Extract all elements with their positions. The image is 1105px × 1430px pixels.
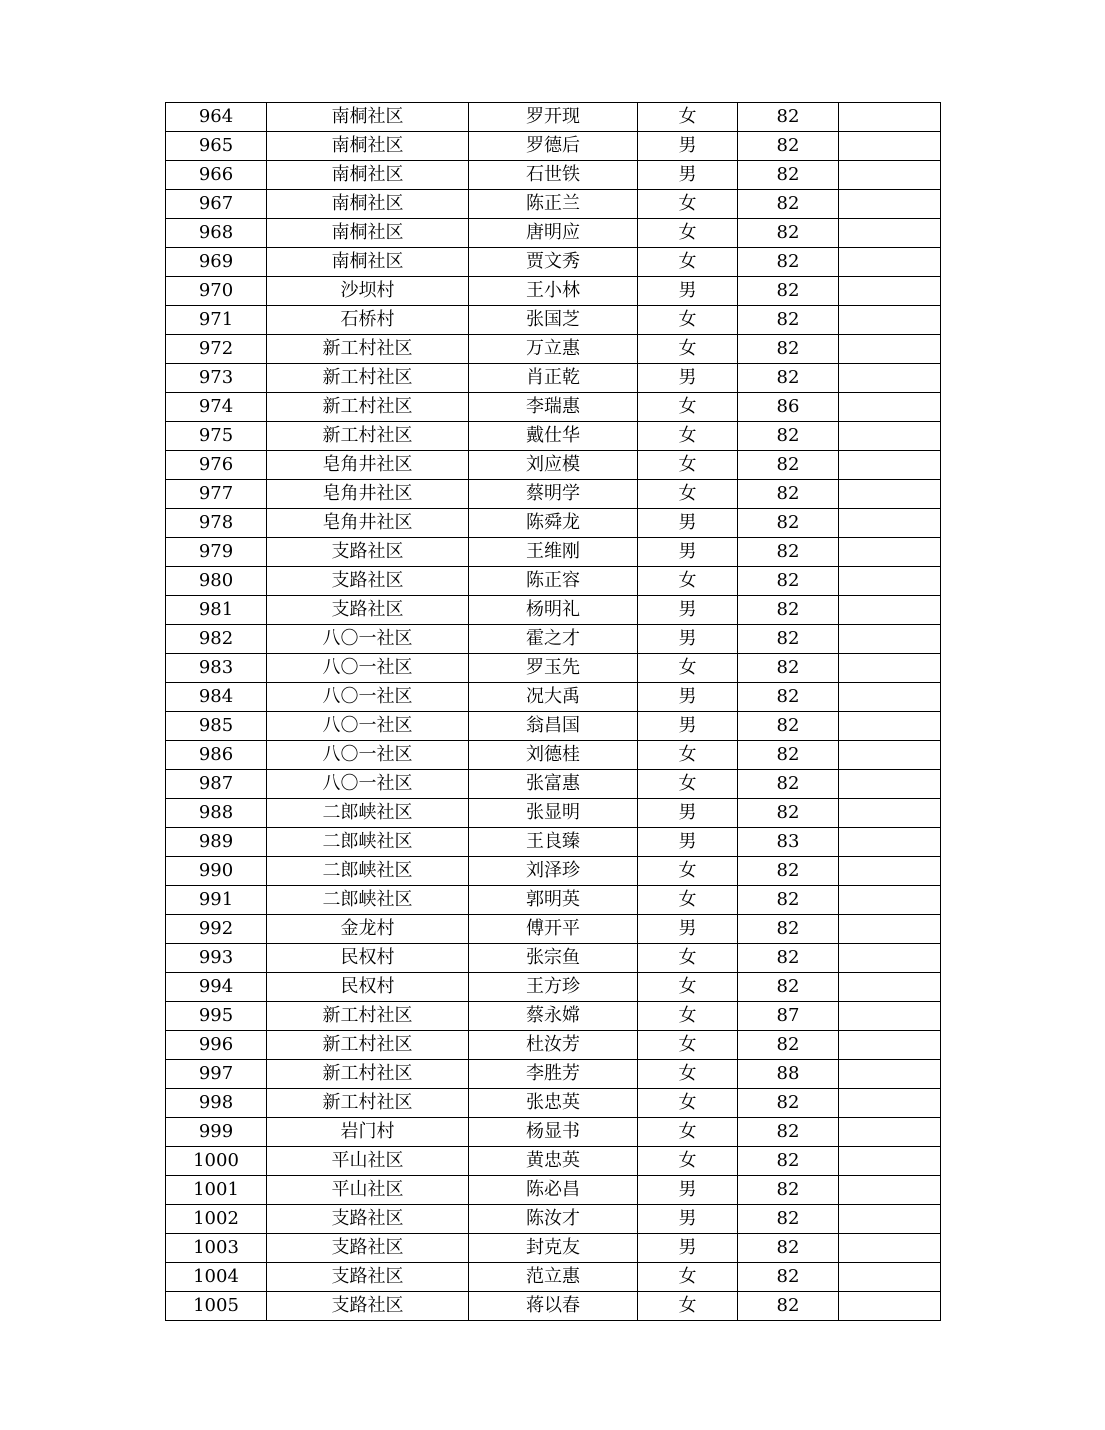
remark-cell — [839, 1031, 941, 1060]
sex-cell: 女 — [638, 219, 738, 248]
sex-cell: 女 — [638, 451, 738, 480]
remark-cell — [839, 944, 941, 973]
sex-cell: 女 — [638, 770, 738, 799]
sex-cell: 男 — [638, 509, 738, 538]
age-cell: 82 — [738, 886, 839, 915]
sex-cell: 女 — [638, 654, 738, 683]
row-number-cell: 996 — [166, 1031, 267, 1060]
age-cell: 82 — [738, 1205, 839, 1234]
community-cell: 新工村社区 — [267, 1031, 469, 1060]
remark-cell — [839, 1292, 941, 1321]
sex-cell: 男 — [638, 915, 738, 944]
table-row — [166, 1147, 941, 1176]
row-number-cell: 997 — [166, 1060, 267, 1089]
community-cell: 支路社区 — [267, 1234, 469, 1263]
age-cell: 82 — [738, 480, 839, 509]
person-name-cell: 郭明英 — [469, 886, 638, 915]
table-row — [166, 480, 941, 509]
community-cell: 民权村 — [267, 973, 469, 1002]
sex-cell: 女 — [638, 335, 738, 364]
table-row — [166, 451, 941, 480]
remark-cell — [839, 190, 941, 219]
sex-cell: 女 — [638, 741, 738, 770]
person-name-cell: 霍之才 — [469, 625, 638, 654]
sex-cell: 女 — [638, 1118, 738, 1147]
remark-cell — [839, 973, 941, 1002]
age-cell: 82 — [738, 857, 839, 886]
age-cell: 82 — [738, 509, 839, 538]
row-number-cell: 1004 — [166, 1263, 267, 1292]
table-row — [166, 103, 941, 132]
age-cell: 82 — [738, 1089, 839, 1118]
age-cell: 82 — [738, 741, 839, 770]
row-number-cell: 985 — [166, 712, 267, 741]
row-number-cell: 998 — [166, 1089, 267, 1118]
row-number-cell: 990 — [166, 857, 267, 886]
community-cell: 八〇一社区 — [267, 654, 469, 683]
community-cell: 南桐社区 — [267, 132, 469, 161]
table-row — [166, 161, 941, 190]
sex-cell: 男 — [638, 625, 738, 654]
table-row — [166, 944, 941, 973]
row-number-cell: 984 — [166, 683, 267, 712]
person-name-cell: 陈舜龙 — [469, 509, 638, 538]
remark-cell — [839, 770, 941, 799]
community-cell: 支路社区 — [267, 596, 469, 625]
sex-cell: 女 — [638, 973, 738, 1002]
community-cell: 支路社区 — [267, 538, 469, 567]
table-row — [166, 712, 941, 741]
row-number-cell: 993 — [166, 944, 267, 973]
remark-cell — [839, 1263, 941, 1292]
sex-cell: 女 — [638, 103, 738, 132]
community-cell: 八〇一社区 — [267, 770, 469, 799]
row-number-cell: 972 — [166, 335, 267, 364]
table-row — [166, 422, 941, 451]
sex-cell: 男 — [638, 132, 738, 161]
sex-cell: 女 — [638, 944, 738, 973]
table-row — [166, 1205, 941, 1234]
age-cell: 82 — [738, 1176, 839, 1205]
table-row — [166, 683, 941, 712]
community-cell: 平山社区 — [267, 1176, 469, 1205]
row-number-cell: 964 — [166, 103, 267, 132]
person-name-cell: 翁昌国 — [469, 712, 638, 741]
row-number-cell: 975 — [166, 422, 267, 451]
sex-cell: 女 — [638, 248, 738, 277]
remark-cell — [839, 1205, 941, 1234]
sex-cell: 男 — [638, 596, 738, 625]
sex-cell: 男 — [638, 161, 738, 190]
person-name-cell: 杜汝芳 — [469, 1031, 638, 1060]
sex-cell: 女 — [638, 1292, 738, 1321]
remark-cell — [839, 451, 941, 480]
sex-cell: 女 — [638, 480, 738, 509]
community-cell: 南桐社区 — [267, 248, 469, 277]
row-number-cell: 971 — [166, 306, 267, 335]
community-cell: 民权村 — [267, 944, 469, 973]
person-name-cell: 封克友 — [469, 1234, 638, 1263]
sex-cell: 男 — [638, 1234, 738, 1263]
age-cell: 82 — [738, 683, 839, 712]
row-number-cell: 967 — [166, 190, 267, 219]
person-name-cell: 黄忠英 — [469, 1147, 638, 1176]
age-cell: 82 — [738, 712, 839, 741]
table-row — [166, 1031, 941, 1060]
community-cell: 新工村社区 — [267, 1060, 469, 1089]
age-cell: 82 — [738, 973, 839, 1002]
age-cell: 82 — [738, 219, 839, 248]
table-row — [166, 393, 941, 422]
age-cell: 82 — [738, 625, 839, 654]
table-row — [166, 509, 941, 538]
age-cell: 82 — [738, 335, 839, 364]
remark-cell — [839, 625, 941, 654]
age-cell: 82 — [738, 1031, 839, 1060]
remark-cell — [839, 1118, 941, 1147]
community-cell: 南桐社区 — [267, 103, 469, 132]
age-cell: 82 — [738, 422, 839, 451]
community-cell: 平山社区 — [267, 1147, 469, 1176]
sex-cell: 女 — [638, 1147, 738, 1176]
remark-cell — [839, 1234, 941, 1263]
age-cell: 82 — [738, 190, 839, 219]
age-cell: 82 — [738, 538, 839, 567]
remark-cell — [839, 480, 941, 509]
remark-cell — [839, 393, 941, 422]
table-row — [166, 1118, 941, 1147]
remark-cell — [839, 596, 941, 625]
remark-cell — [839, 335, 941, 364]
row-number-cell: 973 — [166, 364, 267, 393]
person-name-cell: 蔡明学 — [469, 480, 638, 509]
age-cell: 82 — [738, 770, 839, 799]
sex-cell: 女 — [638, 857, 738, 886]
person-name-cell: 陈必昌 — [469, 1176, 638, 1205]
person-name-cell: 罗开现 — [469, 103, 638, 132]
community-cell: 二郎峡社区 — [267, 828, 469, 857]
community-cell: 皂角井社区 — [267, 451, 469, 480]
row-number-cell: 983 — [166, 654, 267, 683]
community-cell: 南桐社区 — [267, 161, 469, 190]
row-number-cell: 999 — [166, 1118, 267, 1147]
person-name-cell: 李瑞惠 — [469, 393, 638, 422]
sex-cell: 女 — [638, 1002, 738, 1031]
table-row — [166, 364, 941, 393]
row-number-cell: 976 — [166, 451, 267, 480]
table-row — [166, 1292, 941, 1321]
person-name-cell: 范立惠 — [469, 1263, 638, 1292]
table-row — [166, 625, 941, 654]
community-cell: 支路社区 — [267, 1205, 469, 1234]
sex-cell: 女 — [638, 1089, 738, 1118]
community-cell: 二郎峡社区 — [267, 799, 469, 828]
sex-cell: 男 — [638, 683, 738, 712]
age-cell: 82 — [738, 248, 839, 277]
sex-cell: 女 — [638, 1031, 738, 1060]
person-name-cell: 杨显书 — [469, 1118, 638, 1147]
row-number-cell: 1000 — [166, 1147, 267, 1176]
remark-cell — [839, 132, 941, 161]
table-row — [166, 1234, 941, 1263]
table-row — [166, 335, 941, 364]
community-cell: 新工村社区 — [267, 335, 469, 364]
table-row — [166, 596, 941, 625]
table-row — [166, 1060, 941, 1089]
remark-cell — [839, 1176, 941, 1205]
person-name-cell: 况大禹 — [469, 683, 638, 712]
row-number-cell: 986 — [166, 741, 267, 770]
community-cell: 皂角井社区 — [267, 509, 469, 538]
row-number-cell: 991 — [166, 886, 267, 915]
person-name-cell: 唐明应 — [469, 219, 638, 248]
remark-cell — [839, 306, 941, 335]
remark-cell — [839, 103, 941, 132]
community-cell: 南桐社区 — [267, 190, 469, 219]
row-number-cell: 1005 — [166, 1292, 267, 1321]
table-row — [166, 799, 941, 828]
age-cell: 82 — [738, 915, 839, 944]
remark-cell — [839, 654, 941, 683]
community-cell: 金龙村 — [267, 915, 469, 944]
person-name-cell: 罗德后 — [469, 132, 638, 161]
remark-cell — [839, 1147, 941, 1176]
person-name-cell: 张宗鱼 — [469, 944, 638, 973]
community-cell: 新工村社区 — [267, 1089, 469, 1118]
remark-cell — [839, 1089, 941, 1118]
sex-cell: 男 — [638, 364, 738, 393]
age-cell: 83 — [738, 828, 839, 857]
table-row — [166, 1002, 941, 1031]
remark-cell — [839, 915, 941, 944]
row-number-cell: 989 — [166, 828, 267, 857]
person-name-cell: 李胜芳 — [469, 1060, 638, 1089]
row-number-cell: 988 — [166, 799, 267, 828]
age-cell: 82 — [738, 1263, 839, 1292]
sex-cell: 女 — [638, 422, 738, 451]
table-row — [166, 915, 941, 944]
table-row — [166, 219, 941, 248]
person-name-cell: 张国芝 — [469, 306, 638, 335]
remark-cell — [839, 364, 941, 393]
sex-cell: 女 — [638, 886, 738, 915]
person-name-cell: 刘德桂 — [469, 741, 638, 770]
row-number-cell: 995 — [166, 1002, 267, 1031]
sex-cell: 女 — [638, 393, 738, 422]
community-cell: 支路社区 — [267, 567, 469, 596]
row-number-cell: 987 — [166, 770, 267, 799]
remark-cell — [839, 1002, 941, 1031]
age-cell: 82 — [738, 364, 839, 393]
row-number-cell: 981 — [166, 596, 267, 625]
person-name-cell: 罗玉先 — [469, 654, 638, 683]
person-name-cell: 蔡永嫦 — [469, 1002, 638, 1031]
community-cell: 八〇一社区 — [267, 683, 469, 712]
age-cell: 82 — [738, 451, 839, 480]
person-name-cell: 王方珍 — [469, 973, 638, 1002]
remark-cell — [839, 886, 941, 915]
sex-cell: 女 — [638, 1263, 738, 1292]
community-cell: 皂角井社区 — [267, 480, 469, 509]
row-number-cell: 965 — [166, 132, 267, 161]
table-row — [166, 886, 941, 915]
age-cell: 86 — [738, 393, 839, 422]
row-number-cell: 977 — [166, 480, 267, 509]
person-name-cell: 张富惠 — [469, 770, 638, 799]
age-cell: 82 — [738, 103, 839, 132]
table-row — [166, 1263, 941, 1292]
sex-cell: 女 — [638, 190, 738, 219]
person-name-cell: 刘应模 — [469, 451, 638, 480]
age-cell: 82 — [738, 596, 839, 625]
table-row — [166, 277, 941, 306]
person-name-cell: 杨明礼 — [469, 596, 638, 625]
roster-table-body — [166, 103, 941, 1321]
community-cell: 新工村社区 — [267, 422, 469, 451]
sex-cell: 男 — [638, 828, 738, 857]
age-cell: 82 — [738, 1292, 839, 1321]
table-row — [166, 828, 941, 857]
sex-cell: 男 — [638, 277, 738, 306]
age-cell: 82 — [738, 654, 839, 683]
community-cell: 八〇一社区 — [267, 712, 469, 741]
remark-cell — [839, 567, 941, 596]
table-row — [166, 770, 941, 799]
row-number-cell: 968 — [166, 219, 267, 248]
table-row — [166, 654, 941, 683]
remark-cell — [839, 161, 941, 190]
remark-cell — [839, 422, 941, 451]
person-name-cell: 王维刚 — [469, 538, 638, 567]
row-number-cell: 978 — [166, 509, 267, 538]
person-name-cell: 陈正容 — [469, 567, 638, 596]
community-cell: 新工村社区 — [267, 1002, 469, 1031]
table-row — [166, 248, 941, 277]
community-cell: 新工村社区 — [267, 364, 469, 393]
person-name-cell: 戴仕华 — [469, 422, 638, 451]
person-name-cell: 傅开平 — [469, 915, 638, 944]
remark-cell — [839, 248, 941, 277]
row-number-cell: 982 — [166, 625, 267, 654]
row-number-cell: 970 — [166, 277, 267, 306]
table-row — [166, 567, 941, 596]
age-cell: 82 — [738, 1118, 839, 1147]
age-cell: 82 — [738, 567, 839, 596]
person-name-cell: 张显明 — [469, 799, 638, 828]
sex-cell: 女 — [638, 306, 738, 335]
person-name-cell: 张忠英 — [469, 1089, 638, 1118]
age-cell: 88 — [738, 1060, 839, 1089]
sex-cell: 男 — [638, 1205, 738, 1234]
row-number-cell: 992 — [166, 915, 267, 944]
community-cell: 二郎峡社区 — [267, 857, 469, 886]
table-row — [166, 538, 941, 567]
community-cell: 支路社区 — [267, 1263, 469, 1292]
remark-cell — [839, 799, 941, 828]
age-cell: 87 — [738, 1002, 839, 1031]
community-cell: 岩门村 — [267, 1118, 469, 1147]
person-name-cell: 王良臻 — [469, 828, 638, 857]
table-row — [166, 973, 941, 1002]
community-cell: 沙坝村 — [267, 277, 469, 306]
person-name-cell: 王小林 — [469, 277, 638, 306]
age-cell: 82 — [738, 277, 839, 306]
row-number-cell: 980 — [166, 567, 267, 596]
row-number-cell: 1001 — [166, 1176, 267, 1205]
community-cell: 石桥村 — [267, 306, 469, 335]
person-name-cell: 肖正乾 — [469, 364, 638, 393]
remark-cell — [839, 509, 941, 538]
table-row — [166, 306, 941, 335]
row-number-cell: 966 — [166, 161, 267, 190]
row-number-cell: 994 — [166, 973, 267, 1002]
sex-cell: 女 — [638, 567, 738, 596]
sex-cell: 女 — [638, 1060, 738, 1089]
person-name-cell: 蒋以春 — [469, 1292, 638, 1321]
row-number-cell: 979 — [166, 538, 267, 567]
age-cell: 82 — [738, 944, 839, 973]
age-cell: 82 — [738, 306, 839, 335]
table-row — [166, 132, 941, 161]
table-row — [166, 1089, 941, 1118]
remark-cell — [839, 1060, 941, 1089]
table-row — [166, 190, 941, 219]
person-name-cell: 陈正兰 — [469, 190, 638, 219]
row-number-cell: 1002 — [166, 1205, 267, 1234]
remark-cell — [839, 741, 941, 770]
age-cell: 82 — [738, 1147, 839, 1176]
remark-cell — [839, 857, 941, 886]
roster-table — [165, 102, 941, 1321]
community-cell: 南桐社区 — [267, 219, 469, 248]
sex-cell: 男 — [638, 538, 738, 567]
row-number-cell: 1003 — [166, 1234, 267, 1263]
age-cell: 82 — [738, 799, 839, 828]
community-cell: 八〇一社区 — [267, 741, 469, 770]
person-name-cell: 石世铁 — [469, 161, 638, 190]
row-number-cell: 974 — [166, 393, 267, 422]
person-name-cell: 刘泽珍 — [469, 857, 638, 886]
row-number-cell: 969 — [166, 248, 267, 277]
community-cell: 二郎峡社区 — [267, 886, 469, 915]
table-row — [166, 741, 941, 770]
remark-cell — [839, 219, 941, 248]
remark-cell — [839, 712, 941, 741]
person-name-cell: 贾文秀 — [469, 248, 638, 277]
table-row — [166, 857, 941, 886]
table-row — [166, 1176, 941, 1205]
sex-cell: 男 — [638, 712, 738, 741]
remark-cell — [839, 277, 941, 306]
sex-cell: 男 — [638, 1176, 738, 1205]
community-cell: 新工村社区 — [267, 393, 469, 422]
person-name-cell: 万立惠 — [469, 335, 638, 364]
community-cell: 支路社区 — [267, 1292, 469, 1321]
remark-cell — [839, 538, 941, 567]
remark-cell — [839, 828, 941, 857]
person-name-cell: 陈汝才 — [469, 1205, 638, 1234]
age-cell: 82 — [738, 132, 839, 161]
remark-cell — [839, 683, 941, 712]
community-cell: 八〇一社区 — [267, 625, 469, 654]
sex-cell: 男 — [638, 799, 738, 828]
age-cell: 82 — [738, 161, 839, 190]
age-cell: 82 — [738, 1234, 839, 1263]
